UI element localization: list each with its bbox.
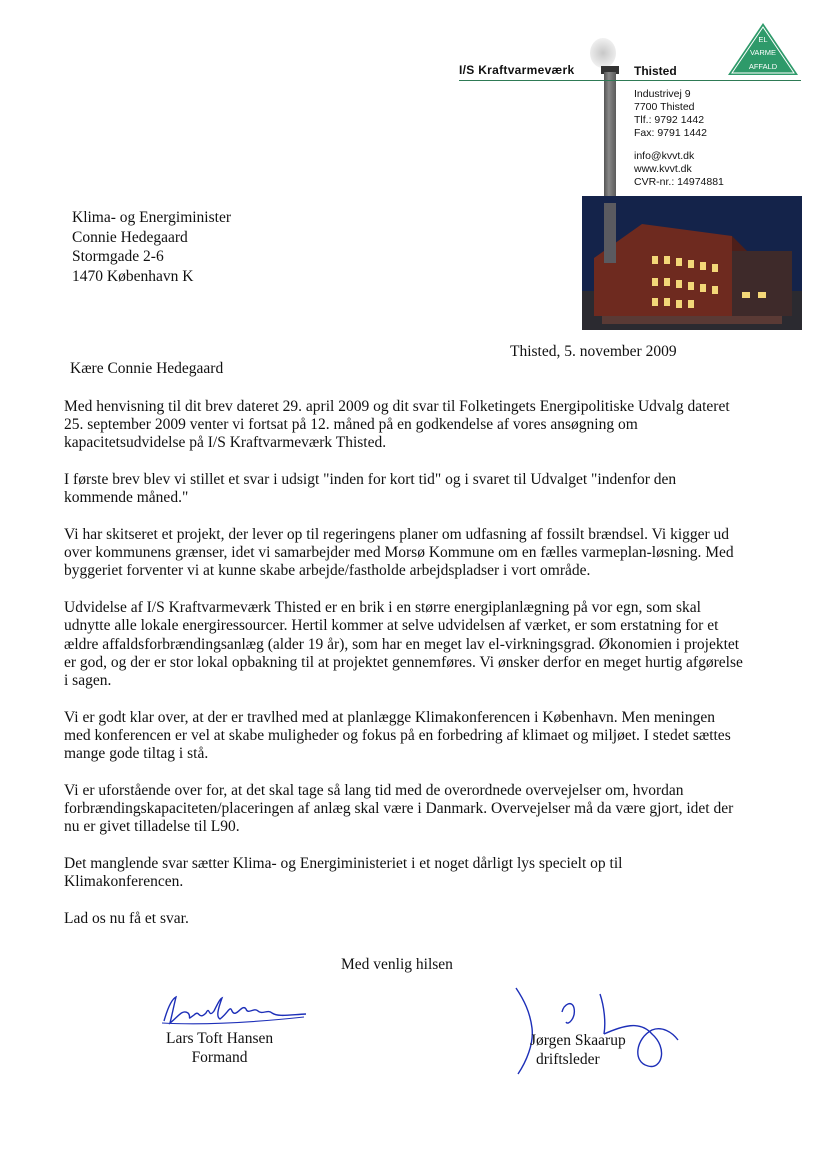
contact-postal: 7700 Thisted — [634, 101, 695, 113]
contact-cvr: CVR-nr.: 14974881 — [634, 176, 724, 188]
power-plant-photo — [582, 196, 802, 330]
recipient-name: Connie Hedegaard — [72, 228, 188, 246]
logo-line-affald: AFFALD — [748, 62, 778, 71]
contact-email: info@kvvt.dk — [634, 150, 695, 162]
recipient-title: Klima- og Energiminister — [72, 209, 231, 226]
company-city: Thisted — [634, 64, 677, 78]
recipient-address — [72, 208, 231, 286]
recipient-city: 1470 København K — [72, 267, 194, 285]
signatory-1 — [166, 1029, 273, 1067]
signature-lars-toft-hansen — [158, 995, 308, 1027]
contact-web: www.kvvt.dk — [634, 163, 692, 175]
chimney-graphic — [604, 72, 616, 200]
letter-date: Thisted, 5. november 2009 — [510, 343, 677, 360]
signatory-2-name: Jørgen Skaarup — [530, 1032, 626, 1049]
signatory-1-title: Formand — [191, 1049, 248, 1066]
contact-street: Industrivej 9 — [634, 88, 691, 100]
header-rule — [459, 80, 801, 81]
letter-body — [64, 398, 744, 946]
paragraph: Med henvisning til dit brev dateret 29. april 2009 og dit svar til Folketingets Energipolitiske Udvalg dateret 25. september 2009 venter vi fortsat på 12. måned på en godkendelse af vores ansøgning om kapacitetsudvidelse på I/S Kraftvarmeværk Thisted. — [64, 398, 730, 452]
recipient-street: Stormgade 2-6 — [72, 248, 164, 265]
el-varme-affald-logo — [727, 22, 799, 76]
salutation: Kære Connie Hedegaard — [70, 360, 224, 377]
chimney-smoke — [590, 38, 616, 68]
signatory-1-name: Lars Toft Hansen — [166, 1030, 274, 1047]
contact-fax: Fax: 9791 1442 — [634, 127, 707, 139]
logo-line-varme: VARME — [749, 48, 777, 57]
paragraph: Vi har skitseret et projekt, der lever op til regeringens planer om udfasning af fossilt brændsel. Vi kigger ud over kommunens grænser, idet vi samarbejder med Morsø Kommune om en fælles varmeplan-løsning. Med byggeriet forventer vi at kunne skabe arbejde/fastholde arbejdspladser i vort område. — [64, 526, 734, 580]
paragraph: Vi er uforstående over for, at det skal tage så lang tid med de overordnede overvejelser om, hvordan forbrændingskapaciteten/placeringen af anlæg skal være i Danmark. Overvejelser må da være gjort, idet der nu er givet tilladelse til L90. — [64, 781, 734, 836]
paragraph: Lad os nu få et svar. — [64, 909, 189, 927]
paragraph: Udvidelse af I/S Kraftvarmeværk Thisted er en brik i en større energiplanlægning på vor egn, som skal udnytte alle lokale energiressourcer. Hertil kommer at selve udvidelsen af værket, er som erstatning for et ældre affaldsforbrændingsanlæg (alder 19 år), som har en meget lav el-virkningsgrad. Økonomien i projektet er god, og der er stor lokal opbakning til at projektet gennemføres. Vi ønsker derfor en meget hurtig afgørelse i sagen. — [64, 599, 743, 689]
logo-line-el: EL — [758, 35, 768, 44]
company-name: I/S Kraftvarmeværk — [459, 63, 575, 77]
contact-block — [634, 88, 724, 189]
signatory-2-title: driftsleder — [536, 1051, 600, 1068]
signatory-2 — [530, 1031, 626, 1069]
contact-phone: Tlf.: 9792 1442 — [634, 114, 705, 126]
paragraph: Det manglende svar sætter Klima- og Energiministeriet i et noget dårligt lys specielt op til Klimakonferencen. — [64, 854, 623, 891]
paragraph: Vi er godt klar over, at der er travlhed med at planlægge Klimakonferencen i København. Men meningen med konferencen er vel at skabe muligheder og fokus på en forbedring af klimaet og miljøet. I stedet sættes mange gode tiltag i stå. — [64, 708, 731, 763]
closing: Med venlig hilsen — [341, 956, 453, 973]
paragraph: I første brev blev vi stillet et svar i udsigt "inden for kort tid" og i svaret til Udvalget "indenfor den kommende måned." — [64, 471, 677, 507]
